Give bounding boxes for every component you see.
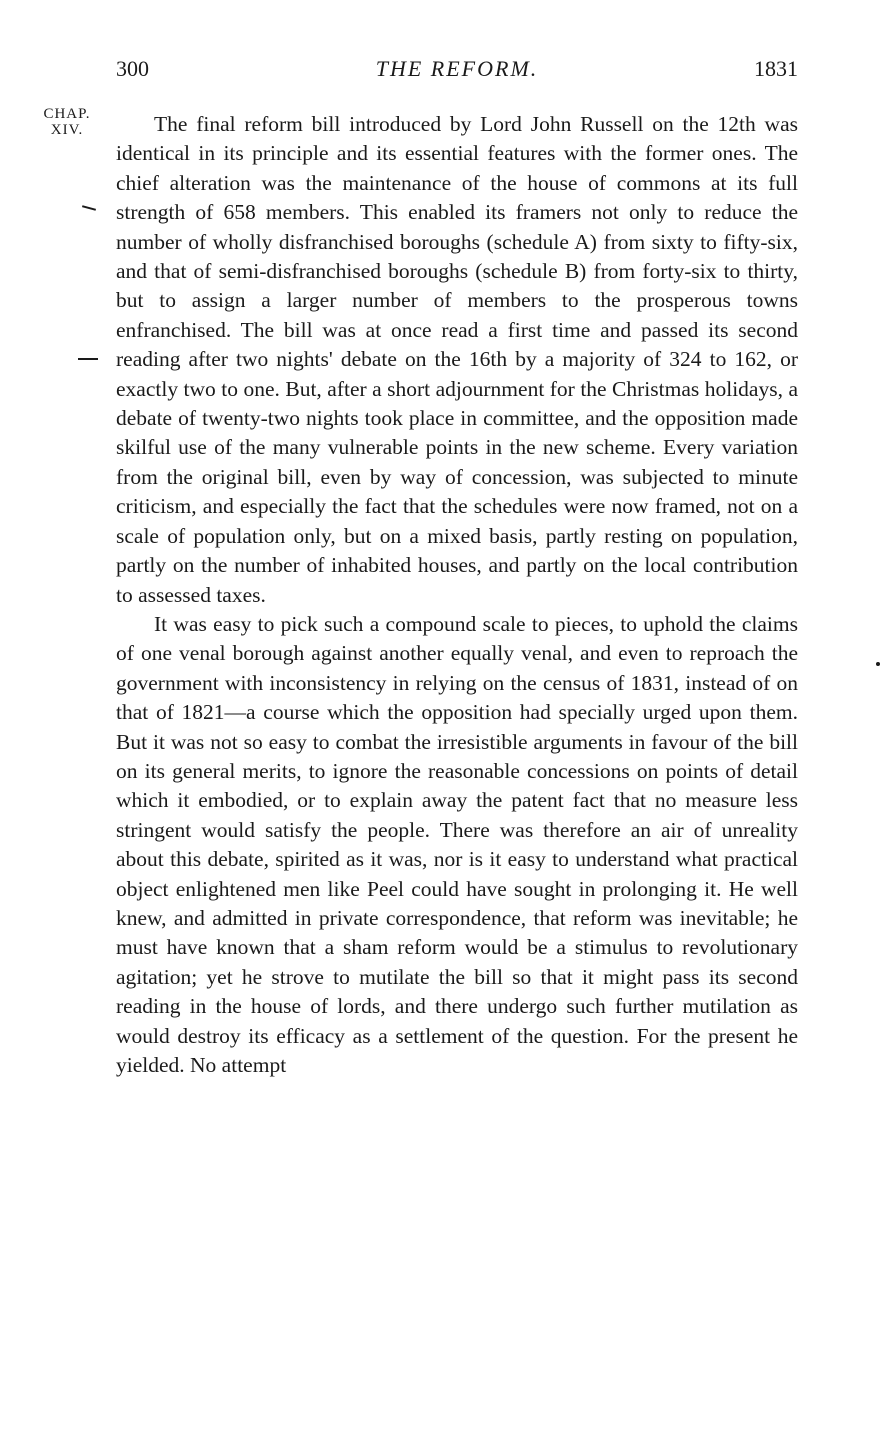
running-head	[116, 56, 798, 90]
running-title: THE REFORM.	[375, 56, 539, 81]
chapter-number: XIV.	[50, 122, 84, 138]
margin-pencil-mark	[78, 358, 98, 360]
paragraph: The final reform bill introduced by Lord John Russell on the 12th was identical in its principle and its essential features with the former ones. The chief alteration was the maintenance of the house of commons at its full strength of 658 members. This enabled its framers not only to reduce the number of wholly disfranchised boroughs (schedule A) from sixty to fifty-six, and that of semi-disfranchised boroughs (schedule B) from forty-six to thirty, but to assign a larger number of members to the prosperous towns enfranchised. The bill was at once read a first time and passed its second reading after two nights' debate on the 16th by a majority of 324 to 162, or exactly two to one. But, after a short adjournment for the Christmas holidays, a debate of twenty-two nights took place in committee, and the opposition made skilful use of the many vulnerable points in the new scheme. Every variation from the original bill, even by way of concession, was subjected to minute criticism, and especially the fact that the schedules were now framed, not on a scale of population only, but on a mixed basis, partly resting on population, partly on the number of inhabited houses, and partly on the local contribution to assessed taxes.	[116, 112, 798, 607]
paragraph: It was easy to pick such a compound scale to pieces, to uphold the claims of one venal borough against another equally venal, and even to reproach the government with inconsistency in relying on the census of 1831, instead of on that of 1821—a course which the opposition had specially urged upon them. But it was not so easy to combat the irresistible arguments in favour of the bill on its general merits, to ignore the reasonable concessions on points of detail which it embodied, or to explain away the patent fact that no measure less stringent would satisfy the people. There was therefore an air of unreality about this debate, spirited as it was, nor is it easy to understand what practical object enlightened men like Peel could have sought in prolonging it. He well knew, and admitted in private correspondence, that reform was inevitable; he must have known that a sham reform would be a stimulus to revolutionary agitation; yet he strove to mutilate the bill so that it might pass its second reading in the house of lords, and there undergo such further mutilation as would destroy its efficacy as a settlement of the question. For the present he yielded. No attempt	[116, 611, 798, 1077]
chapter-label: CHAP.	[43, 106, 91, 122]
header-year: 1831	[754, 56, 798, 81]
ink-speck	[876, 662, 880, 666]
page-number: 300	[116, 56, 149, 81]
margin-pencil-mark	[82, 205, 96, 211]
body-text	[116, 110, 798, 1080]
chapter-marginal-note	[32, 106, 102, 138]
